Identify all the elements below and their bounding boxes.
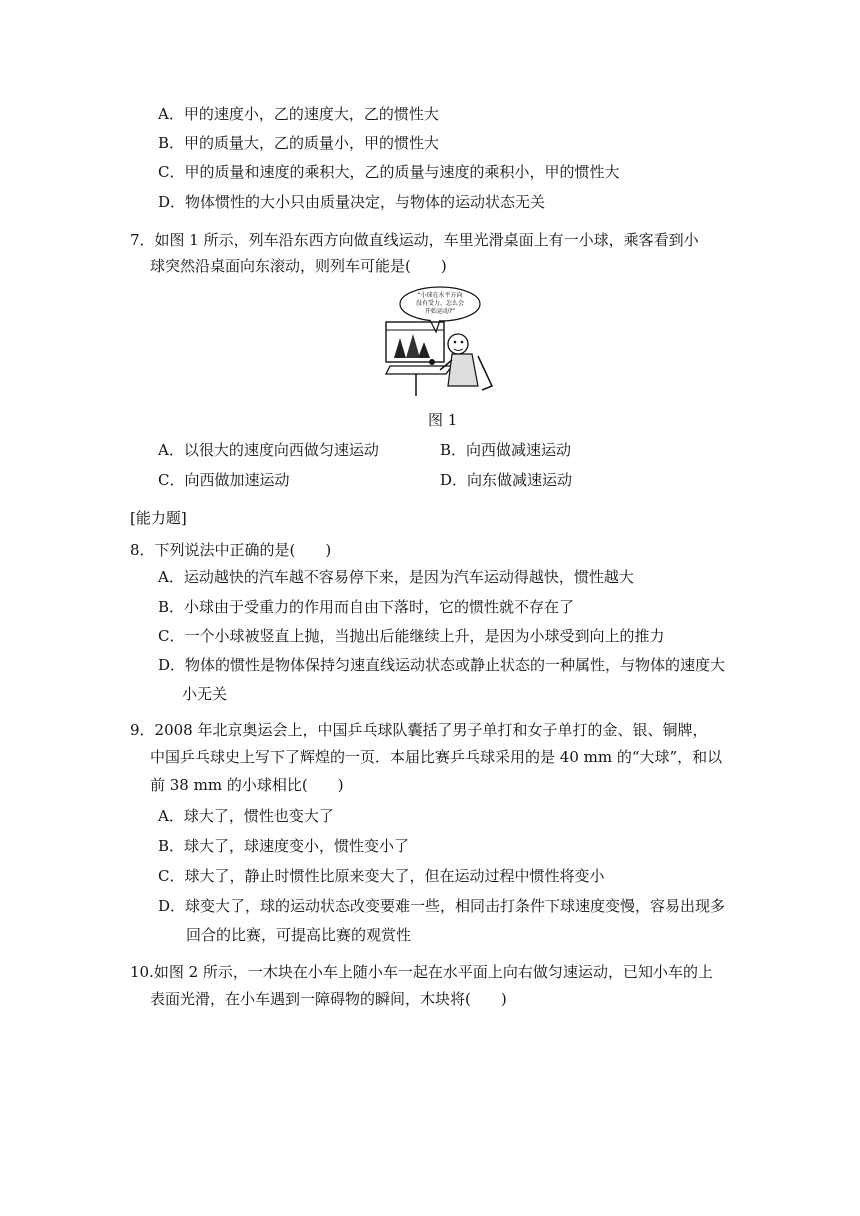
- q9-option-a: A．球大了，惯性也变大了: [158, 807, 334, 825]
- q8-stem: 8．下列说法中正确的是( ): [130, 541, 332, 559]
- q8-option-d-line2: 小无关: [182, 685, 228, 703]
- figure-1-caption: 图 1: [428, 411, 458, 429]
- figure-bubble-line2: 没有受力，怎么会: [415, 300, 465, 307]
- q7-option-b: B．向西做减速运动: [440, 441, 572, 459]
- q6-option-d: D．物体惯性的大小只由质量决定，与物体的运动状态无关: [158, 193, 546, 211]
- q9-stem-line1: 9．2008 年北京奥运会上，中国乒乓球队囊括了男子单打和女子单打的金、银、铜牌，: [130, 721, 708, 739]
- q6-option-b: B．甲的质量大，乙的质量小，甲的惯性大: [158, 134, 440, 152]
- q10-stem-line2: 表面光滑，在小车遇到一障碍物的瞬间，木块将( ): [150, 990, 507, 1008]
- q10-stem-line1: 10.如图 2 所示，一木块在小车上随小车一起在水平面上向右做匀速运动，已知小车的上: [130, 963, 713, 981]
- q9-option-b: B．球大了，球速度变小，惯性变小了: [158, 837, 410, 855]
- q6-option-a: A．甲的速度小，乙的速度大，乙的惯性大: [158, 105, 439, 123]
- q9-option-d-line2: 回合的比赛，可提高比赛的观赏性: [186, 926, 412, 944]
- q7-option-d: D．向东做减速运动: [440, 471, 573, 489]
- q6-option-c: C．甲的质量和速度的乘积大，乙的质量与速度的乘积小，甲的惯性大: [158, 163, 620, 181]
- q8-option-a: A．运动越快的汽车越不容易停下来，是因为汽车运动得越快，惯性越大: [158, 568, 634, 586]
- q8-option-d-line1: D．物体的惯性是物体保持匀速直线运动状态或静止状态的一种属性，与物体的速度大: [158, 656, 726, 674]
- q8-option-b: B．小球由于受重力的作用而自由下落时，它的惯性就不存在了: [158, 598, 575, 616]
- q7-option-a: A．以很大的速度向西做匀速运动: [158, 441, 379, 459]
- section-heading-ability: [能力题]: [130, 509, 187, 527]
- q8-option-c: C．一个小球被竖直上抛，当抛出后能继续上升，是因为小球受到向上的推力: [158, 627, 665, 645]
- q9-option-d-line1: D．球变大了，球的运动状态改变要难一些，相同击打条件下球速度变慢，容易出现多: [158, 897, 726, 915]
- q9-option-c: C．球大了，静止时惯性比原来变大了，但在运动过程中惯性将变小: [158, 867, 605, 885]
- figure-bubble-line3: 开始运动?”: [424, 308, 456, 315]
- figure-bubble-line1: “小球在水平方向: [417, 292, 463, 299]
- figure-1-illustration: [382, 286, 496, 398]
- q7-stem-line2: 球突然沿桌面向东滚动，则列车可能是( ): [150, 257, 447, 275]
- q9-stem-line3: 前 38 mm 的小球相比( ): [150, 776, 344, 794]
- q7-stem-line1: 7．如图 1 所示，列车沿东西方向做直线运动，车里光滑桌面上有一小球，乘客看到小: [130, 231, 699, 249]
- q9-stem-line2: 中国乒乓球史上写下了辉煌的一页．本届比赛乒乓球采用的是 40 mm 的“大球”，和以: [150, 748, 723, 766]
- q7-option-c: C．向西做加速运动: [158, 471, 290, 489]
